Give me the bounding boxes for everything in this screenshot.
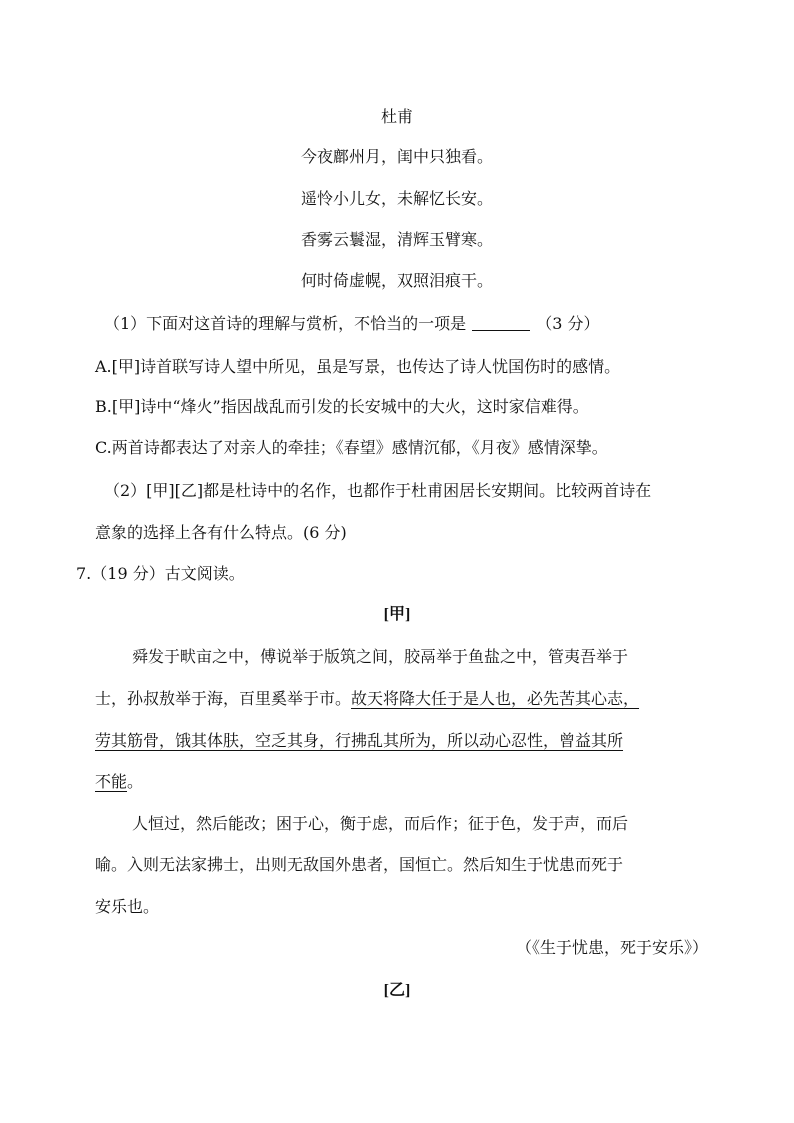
question-2-line: （2）[甲][乙]都是杜诗中的名作，也都作于杜甫困居长安期间。比较两首诗在 xyxy=(104,481,652,500)
passage-line xyxy=(95,771,143,793)
passage-line: 人恒过，然后能改；困于心，衡于虑，而后作；征于色，发于声，而后 xyxy=(132,814,629,833)
passage-line: 喻。入则无法家拂士，出则无敌国外患者，国恒亡。然后知生于忧患而死于 xyxy=(95,855,624,874)
question-7-heading: 7.（19 分）古文阅读。 xyxy=(76,564,245,583)
question-1 xyxy=(104,313,599,335)
option-b: B.[甲]诗中“烽火”指因战乱而引发的长安城中的大火，这时家信难得。 xyxy=(95,397,589,416)
poem-author: 杜甫 xyxy=(380,107,413,126)
passage-line: 安乐也。 xyxy=(95,897,160,916)
passage-line xyxy=(95,688,639,710)
passage-yi-label: [乙] xyxy=(383,982,411,999)
poem-line: 香雾云鬟湿，清辉玉臂寒。 xyxy=(300,230,493,249)
poem-line: 今夜鄜州月，闺中只独看。 xyxy=(300,147,493,166)
passage-line: 舜发于畎亩之中，傅说举于版筑之间，胶鬲举于鱼盐之中，管夷吾举于 xyxy=(132,647,629,666)
poem-line: 遥怜小儿女，未解忆长安。 xyxy=(300,189,493,208)
question-1-stem: （1）下面对这首诗的理解与赏析，不恰当的一项是 xyxy=(104,314,467,333)
underlined-sentence: 劳其筋骨，饿其体肤，空乏其身，行拂乱其所为，所以动心忍性，曾益其所 xyxy=(95,731,624,750)
underlined-sentence: 不能 xyxy=(95,772,128,791)
poem-line: 何时倚虚幌，双照泪痕干。 xyxy=(300,271,493,290)
passage-source: （《生于忧患，死于安乐》） xyxy=(515,938,708,957)
passage-text: 。 xyxy=(127,772,144,791)
underlined-sentence: 故天将降大任于是人也，必先苦其心志， xyxy=(351,689,640,708)
answer-blank[interactable] xyxy=(472,314,530,331)
option-c: C.两首诗都表达了对亲人的牵挂；《春望》感情沉郁，《月夜》感情深挚。 xyxy=(95,438,608,457)
passage-text: 士，孙叔敖举于海，百里奚举于市。 xyxy=(95,689,352,708)
passage-jia-label: [甲] xyxy=(383,606,411,623)
question-2-line: 意象的选择上各有什么特点。(6 分) xyxy=(95,523,347,542)
question-1-score: （3 分） xyxy=(536,314,600,333)
option-a: A.[甲]诗首联写诗人望中所见，虽是写景，也传达了诗人忧国伤时的感情。 xyxy=(95,357,621,376)
